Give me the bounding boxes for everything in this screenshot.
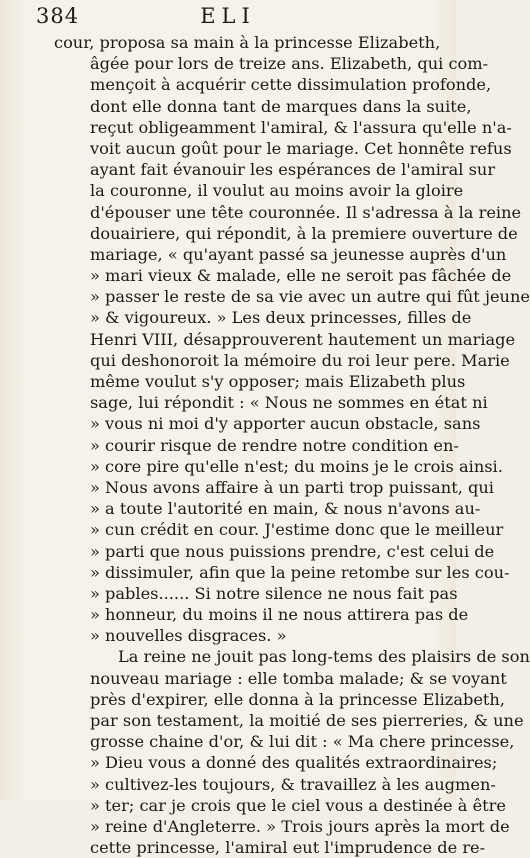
text-line: » core pire qu'elle n'est; du moins je le crois ainsi. [90, 456, 503, 476]
text-line: mençoit à acquérir cette dissimulation profonde, [90, 75, 492, 95]
text-line: » cun crédit en cour. J'estime donc que le meilleur [90, 520, 504, 540]
text-line: » nouvelles disgraces. » [90, 626, 287, 646]
text-line: » & vigoureux. » Les deux princesses, filles de [90, 308, 472, 328]
text-line: qui deshonoroit la mémoire du roi leur pere. Marie [90, 350, 510, 370]
text-line: » cultivez-les toujours, & travaillez à les augmen- [90, 774, 496, 794]
body-text [54, 32, 530, 858]
text-line: » Nous avons affaire à un parti trop puissant, qui [90, 477, 494, 497]
page-header [36, 4, 420, 30]
page-number: 384 [36, 4, 80, 28]
text-line: par son testament, la moitié de ses pierreries, & une [90, 711, 524, 730]
text-line: la couronne, il voulut au moins avoir la gloire [90, 181, 464, 201]
text-line: » passer le reste de sa vie avec un autre qui fût jeune [90, 287, 530, 307]
text-line: dont elle donna tant de marques dans la suite, [90, 96, 472, 116]
text-line: même voulut s'y opposer; mais Elizabeth plus [90, 372, 466, 391]
text-line: douairiere, qui répondit, à la premiere ouverture de [90, 223, 518, 243]
text-line: » ter; car je crois que le ciel vous a destinée à être [90, 795, 506, 815]
text-line: reçut obligeamment l'amiral, & l'assura qu'elle n'a- [90, 117, 512, 137]
text-line: nouveau mariage : elle tomba malade; & se voyant [90, 668, 507, 688]
text-line: mariage, « qu'ayant passé sa jeunesse auprès d'un [90, 244, 507, 264]
text-line: » parti que nous puissions prendre, c'est celui de [90, 541, 495, 561]
text-line: grosse chaine d'or, & lui dit : « Ma chere princesse, [90, 732, 515, 752]
text-line: » vous ni moi d'y apporter aucun obstacle, sans [90, 414, 481, 434]
text-line: La reine ne jouit pas long-tems des plaisirs de son [118, 647, 530, 667]
text-line: » reine d'Angleterre. » Trois jours après la mort de [90, 816, 510, 836]
text-line: » honneur, du moins il ne nous attirera pas de [90, 605, 469, 625]
text-line: près d'expirer, elle donna à la princesse Elizabeth, [90, 689, 506, 709]
text-line: cette princesse, l'amiral eut l'imprudence de re- [90, 838, 486, 858]
text-line: » mari vieux & malade, elle ne seroit pas fâchée de [90, 266, 512, 286]
text-line: cour, proposa sa main à la princesse Elizabeth, [54, 33, 441, 52]
text-line: sage, lui répondit : « Nous ne sommes en état ni [90, 393, 488, 413]
running-head: ELI [200, 4, 256, 28]
text-line: voit aucun goût pour le mariage. Cet honnête refus [90, 138, 512, 158]
text-line: Henri VIII, désapprouverent hautement un mariage [90, 329, 516, 349]
text-line: » dissimuler, afin que la peine retombe sur les cou- [90, 562, 510, 582]
text-line: d'épouser une tête couronnée. Il s'adressa à la reine [90, 202, 522, 222]
text-line: » courir risque de rendre notre condition en- [90, 435, 459, 455]
text-line: ayant fait évanouir les espérances de l'amiral sur [90, 160, 496, 180]
text-line: âgée pour lors de treize ans. Elizabeth, qui com- [90, 54, 489, 74]
text-line: » Dieu vous a donné des qualités extraordinaires; [90, 753, 498, 773]
text-line: » a toute l'autorité en main, & nous n'avons au- [90, 499, 481, 519]
text-line: » pables...... Si notre silence ne nous fait pas [90, 583, 458, 603]
